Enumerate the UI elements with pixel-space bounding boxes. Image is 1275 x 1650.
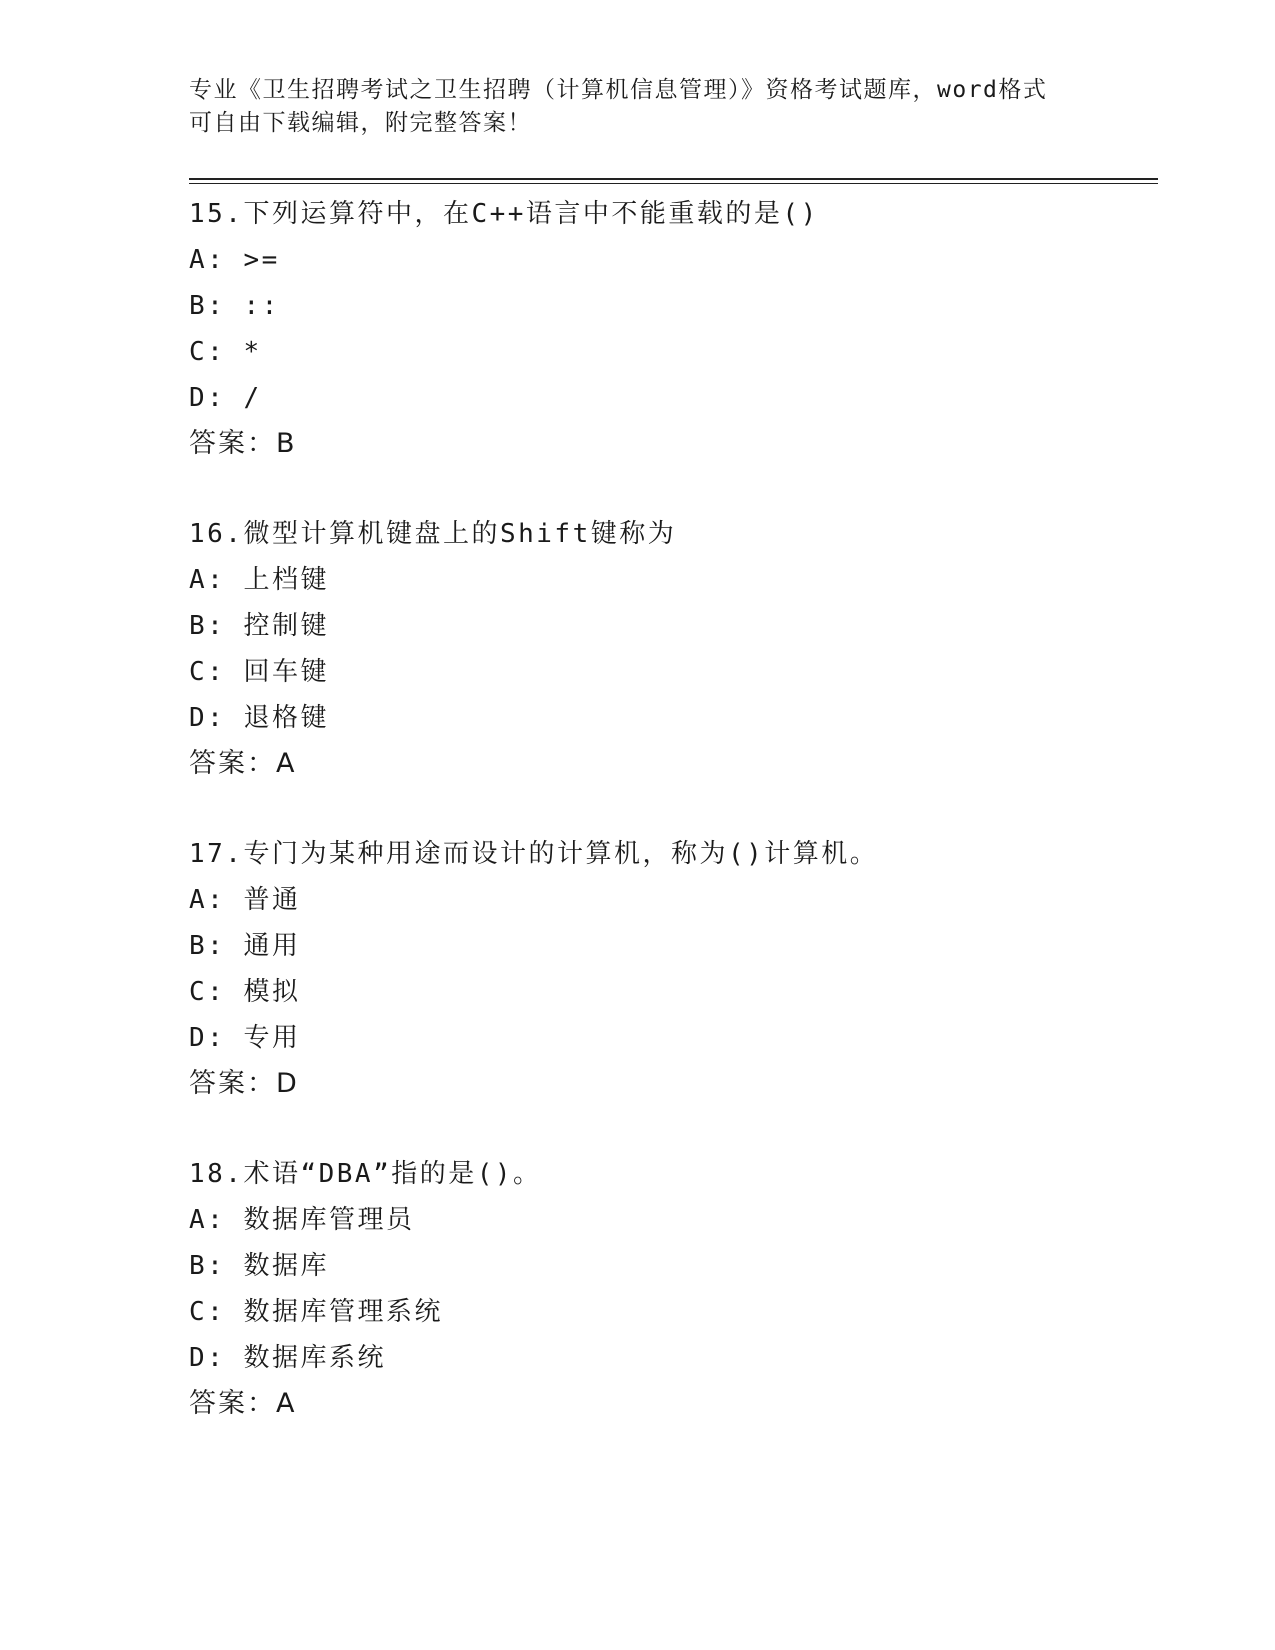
question-stem: 17.专门为某种用途而设计的计算机，称为()计算机。: [189, 839, 879, 869]
option-d: D: /: [189, 383, 262, 413]
header-line-2: 可自由下载编辑，附完整答案！: [189, 110, 532, 136]
option-b: B: 数据库: [189, 1251, 329, 1281]
answer-line: 答案：D: [189, 1068, 299, 1099]
header-divider-thick: [189, 178, 1158, 180]
question-stem: 15.下列运算符中，在C++语言中不能重载的是(): [189, 199, 819, 229]
option-a: A: >=: [189, 245, 280, 275]
option-c: C: 模拟: [189, 977, 301, 1007]
option-a: A: 普通: [189, 885, 301, 915]
question-stem: 16.微型计算机键盘上的Shift键称为: [189, 519, 677, 549]
question-15: [189, 191, 1158, 511]
option-b: B: 通用: [189, 931, 301, 961]
header-divider-thin: [189, 183, 1158, 184]
option-d: D: 退格键: [189, 703, 329, 733]
question-16: [189, 511, 1158, 831]
option-a: A: 数据库管理员: [189, 1205, 415, 1235]
option-b: B: ::: [189, 291, 280, 321]
answer-line: 答案：B: [189, 428, 297, 459]
option-c: C: *: [189, 337, 262, 367]
question-17: [189, 831, 1158, 1151]
header-line-1: 专业《卫生招聘考试之卫生招聘（计算机信息管理）》资格考试题库，word格式: [189, 77, 1048, 103]
answer-line: 答案：A: [189, 1388, 297, 1419]
option-c: C: 数据库管理系统: [189, 1297, 443, 1327]
option-d: D: 专用: [189, 1023, 301, 1053]
question-list: [189, 191, 1158, 1471]
question-stem: 18.术语“DBA”指的是()。: [189, 1159, 542, 1189]
document-header: [189, 74, 1089, 140]
option-a: A: 上档键: [189, 565, 329, 595]
option-b: B: 控制键: [189, 611, 329, 641]
answer-line: 答案：A: [189, 748, 297, 779]
question-18: [189, 1151, 1158, 1471]
option-c: C: 回车键: [189, 657, 329, 687]
option-d: D: 数据库系统: [189, 1343, 386, 1373]
